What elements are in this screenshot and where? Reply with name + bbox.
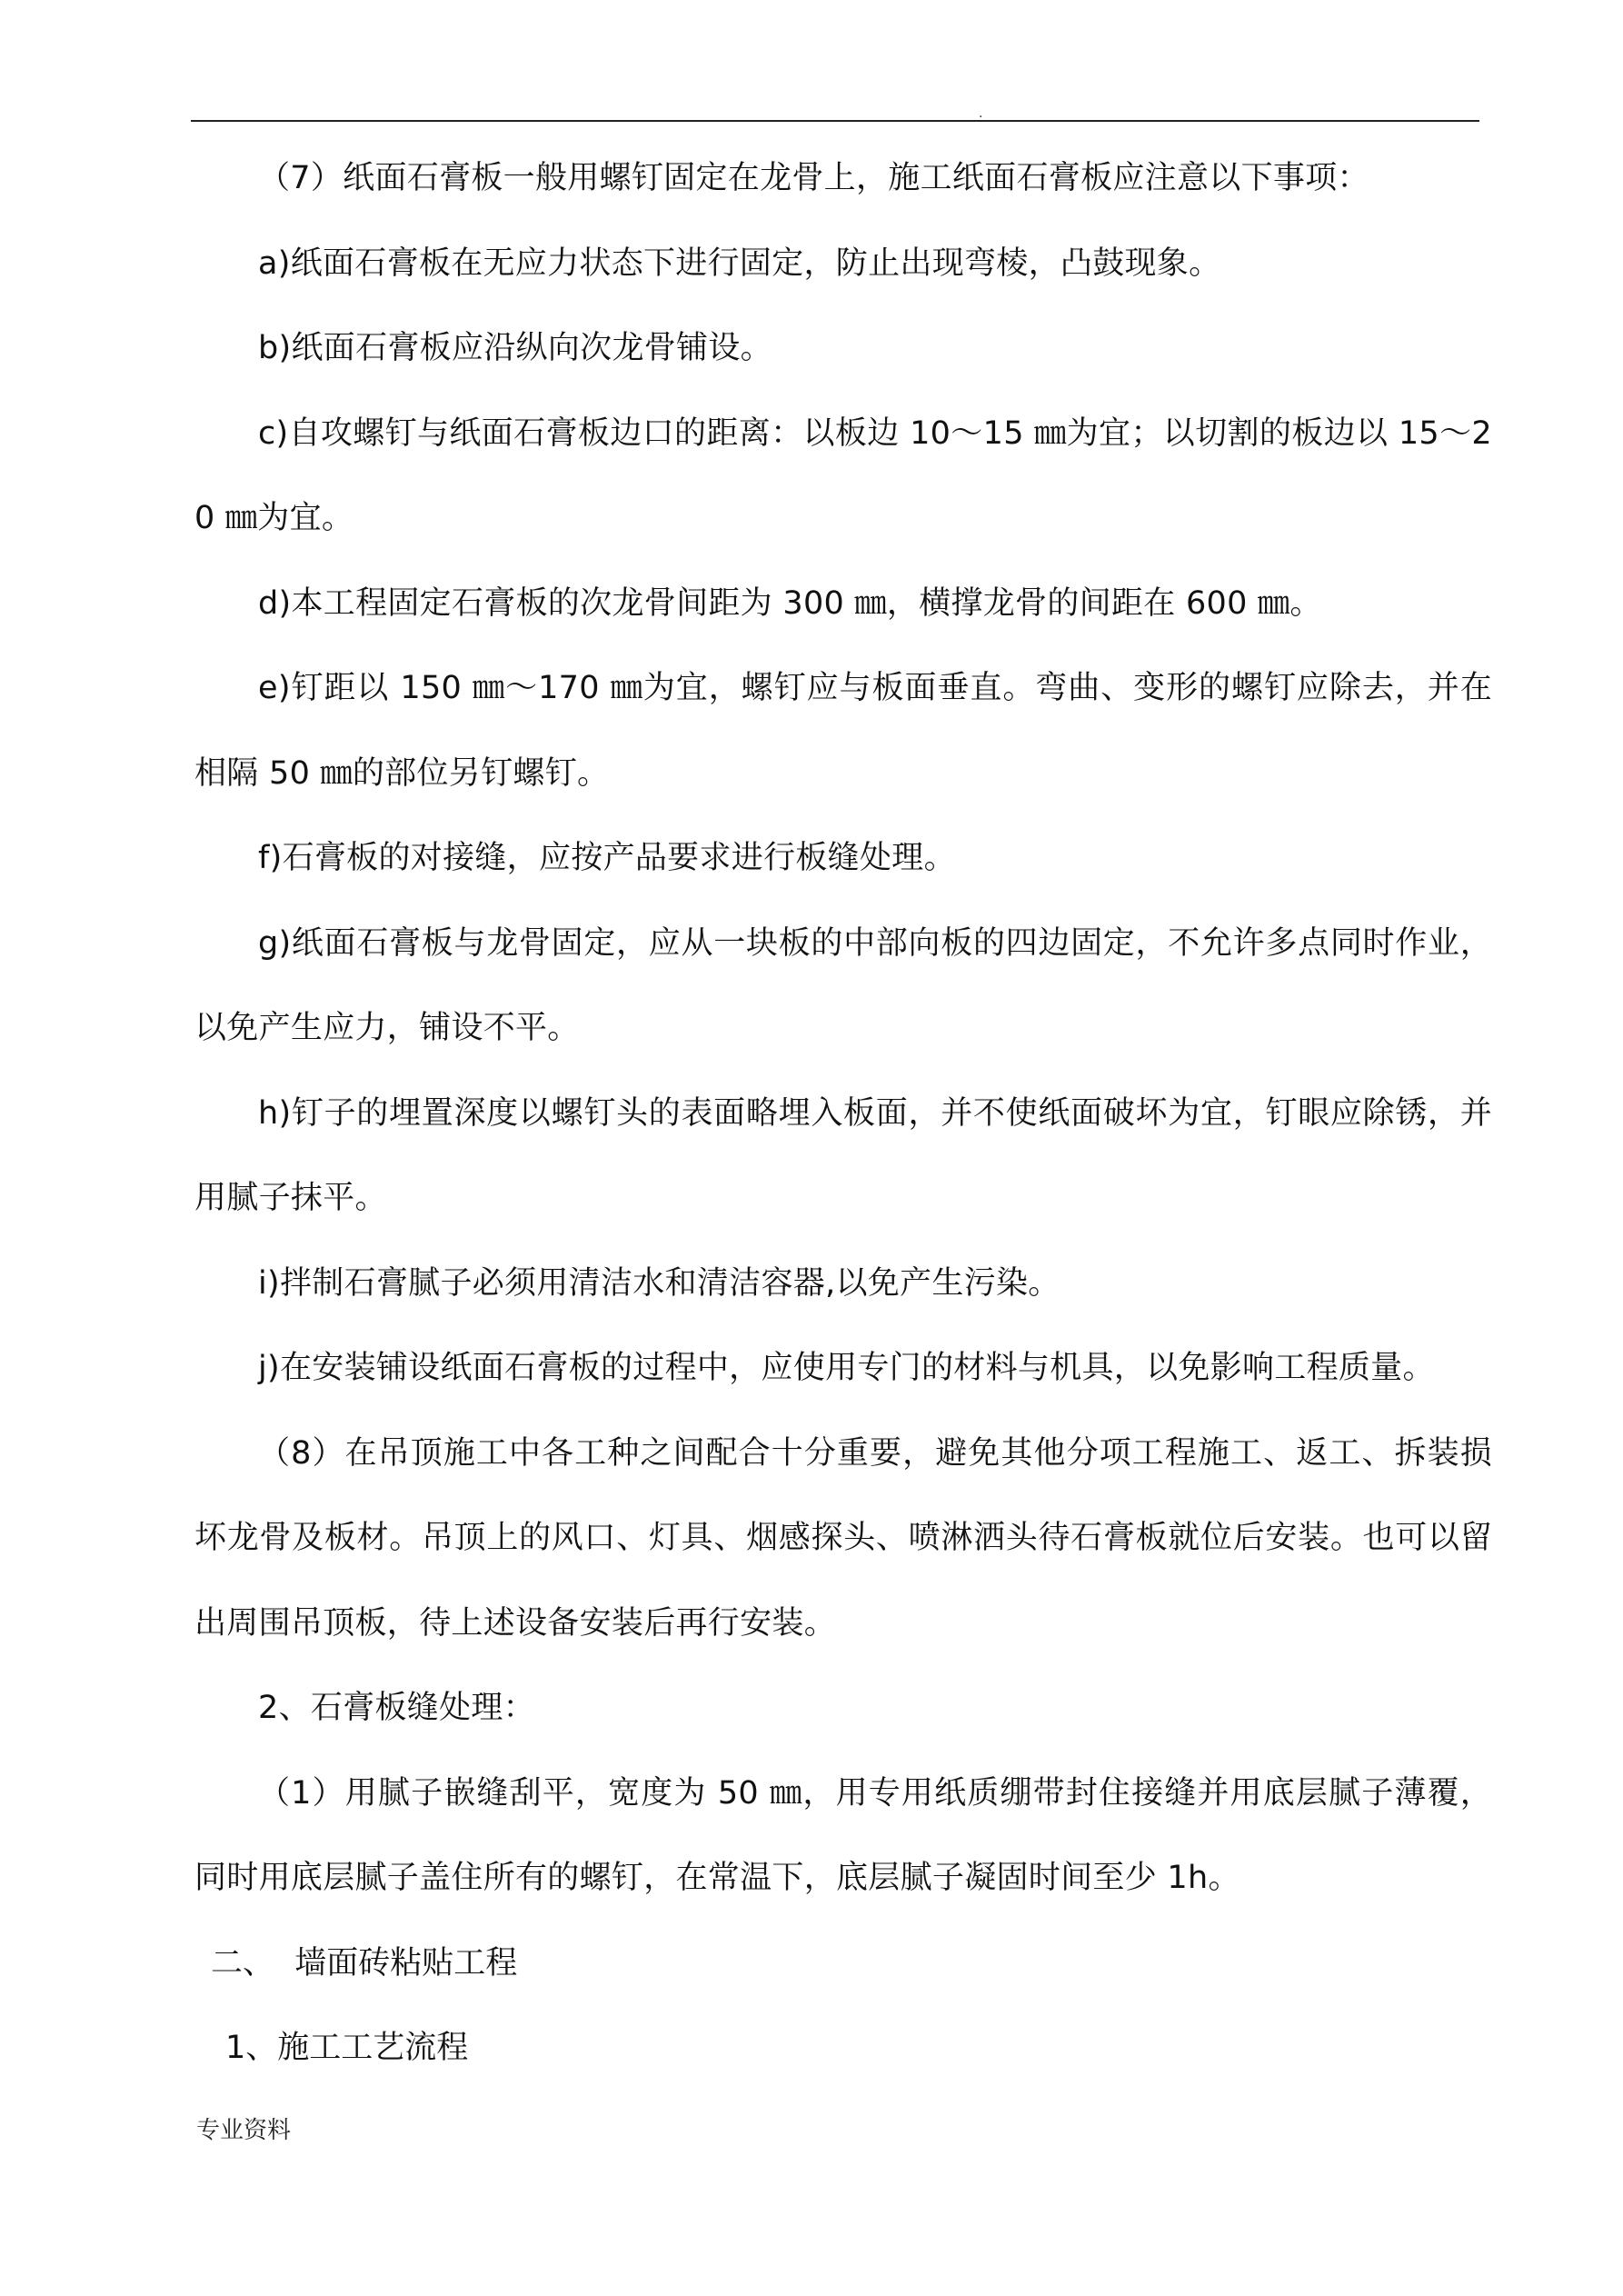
paragraph-item-g: g)纸面石膏板与龙骨固定，应从一块板的中部向板的四边固定，不允许多点同时作业，以免产生应力，铺设不平。: [194, 924, 1492, 1046]
paragraph-item-e: e)钉距以 150 ㎜～170 ㎜为宜，螺钉应与板面垂直。弯曲、变形的螺钉应除去，并在相隔 50 ㎜的部位另钉螺钉。: [194, 670, 1492, 792]
paragraph-item-i: i)拌制石膏腻子必须用清洁水和清洁容器,以免产生污染。: [258, 1264, 1060, 1302]
paragraph-item-c: c)自攻螺钉与纸面石膏板边口的距离：以板边 10～15 ㎜为宜；以切割的板边以 15～20 ㎜为宜。: [194, 414, 1492, 536]
paragraph-item-j: j)在安装铺设纸面石膏板的过程中，应使用专门的材料与机具，以免影响工程质量。: [258, 1350, 1435, 1386]
paragraph-item-8: （8）在吊顶施工中各工种之间配合十分重要，避免其他分项工程施工、返工、拆装损坏龙骨及板材。吊顶上的风口、灯具、烟感探头、喷淋洒头待石膏板就位后安装。也可以留出周围吊顶板，待上述设备安装后再行安装。: [194, 1434, 1492, 1642]
paragraph-item-h: h)钉子的埋置深度以螺钉头的表面略埋入板面，并不使纸面破坏为宜，钉眼应除锈，并用腻子抹平。: [194, 1094, 1492, 1216]
paragraph-item-b: b)纸面石膏板应沿纵向次龙骨铺设。: [258, 330, 772, 366]
subheading-joint-treatment: 2、石膏板缝处理：: [258, 1690, 535, 1726]
paragraph-joint-item-1: （1）用腻子嵌缝刮平，宽度为 50 ㎜，用专用纸质绷带封住接缝并用底层腻子薄覆，同时用底层腻子盖住所有的螺钉，在常温下，底层腻子凝固时间至少 1h。: [194, 1774, 1492, 1896]
paragraph-item-7: （7）纸面石膏板一般用螺钉固定在龙骨上，施工纸面石膏板应注意以下事项：: [258, 160, 1369, 196]
section-heading: 二、 墙面砖粘贴工程: [211, 1944, 518, 1982]
header-rule: [191, 120, 1479, 122]
subsection-heading: 1、施工工艺流程: [225, 2030, 469, 2066]
header-mark: .: [979, 106, 983, 121]
paragraph-item-d: d)本工程固定石膏板的次龙骨间距为 300 ㎜，横撑龙骨的间距在 600 ㎜。: [258, 584, 1322, 622]
paragraph-item-a: a)纸面石膏板在无应力状态下进行固定，防止出现弯棱，凸鼓现象。: [258, 245, 1221, 282]
document-body: [194, 136, 1492, 2091]
footer-label: 专业资料: [196, 2117, 292, 2144]
paragraph-item-f: f)石膏板的对接缝，应按产品要求进行板缝处理。: [258, 840, 956, 876]
